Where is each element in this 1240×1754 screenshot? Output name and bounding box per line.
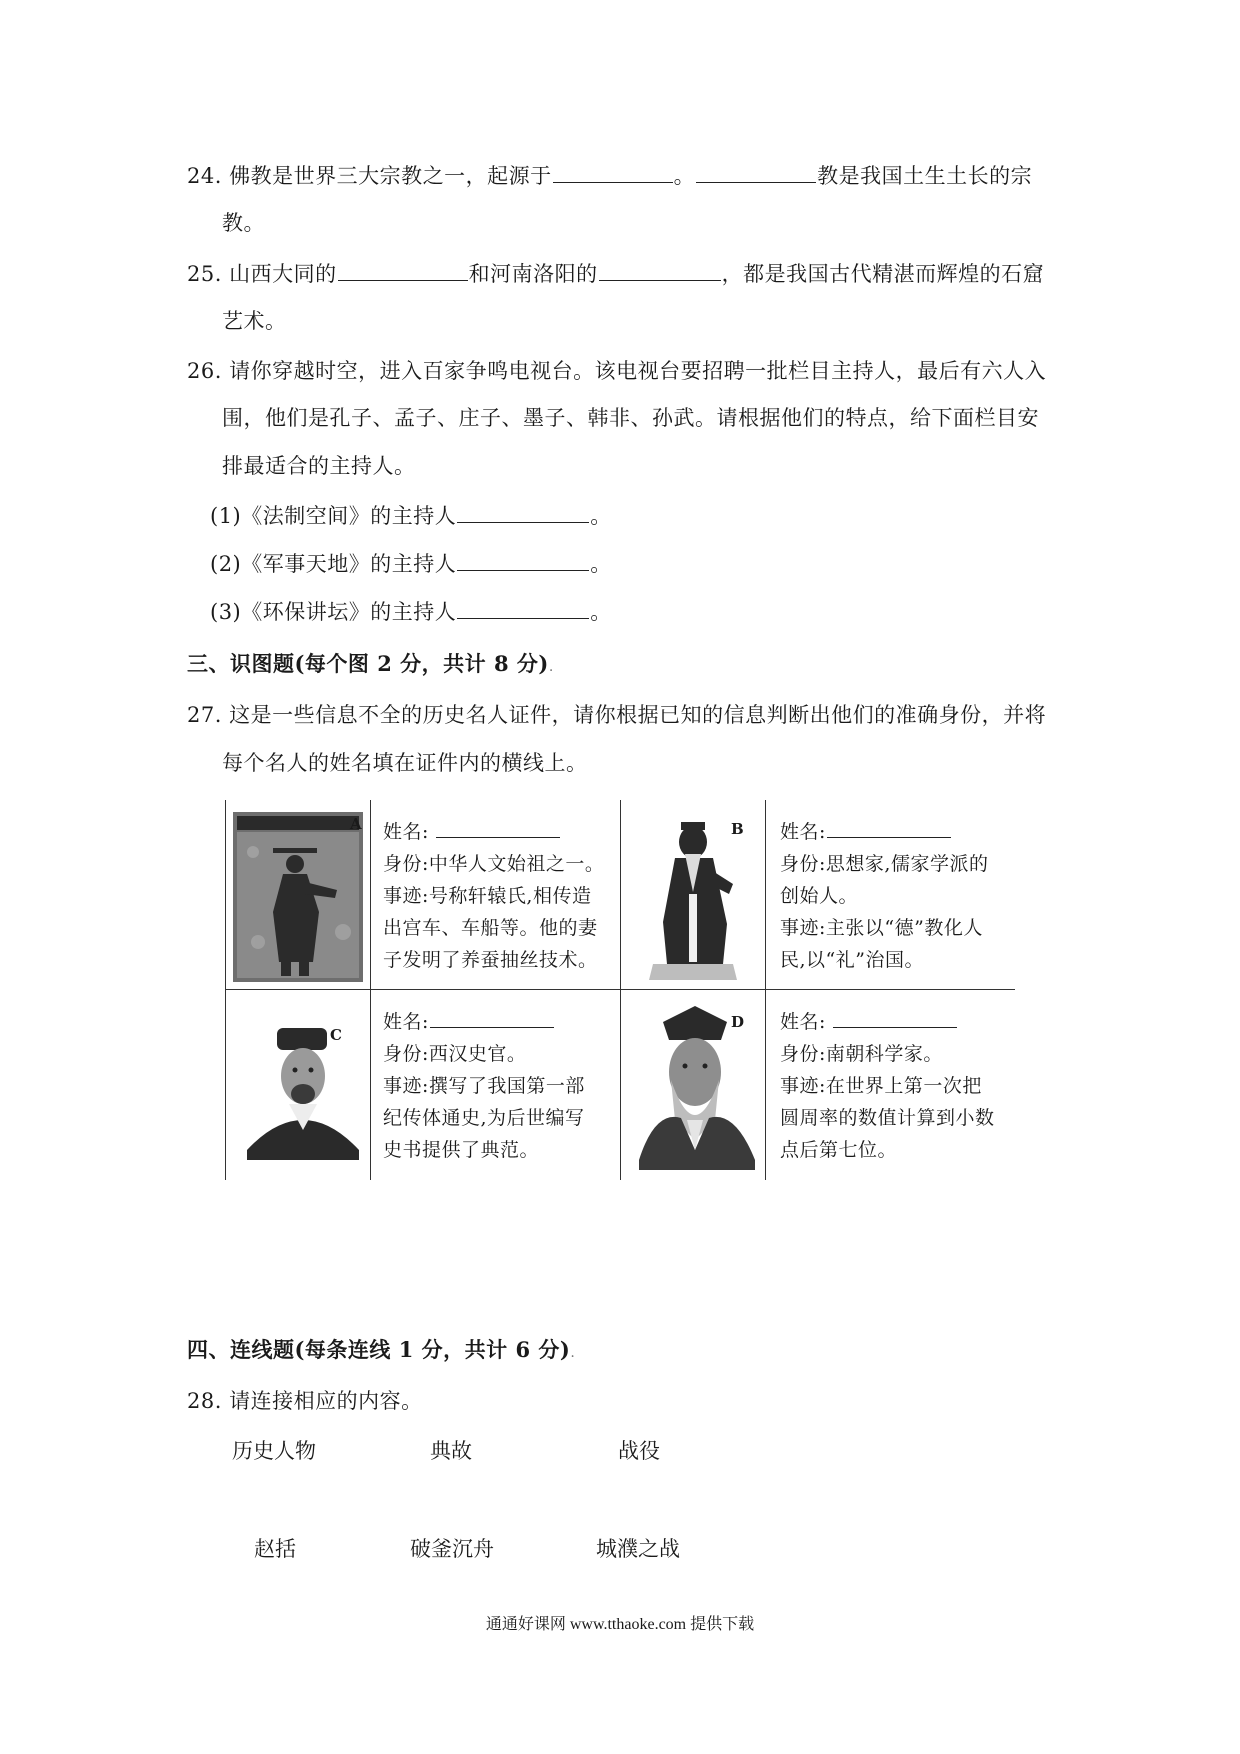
q26-item-3 <box>210 596 612 627</box>
card-d-info <box>780 1006 995 1166</box>
card-d-line-2: 事迹:在世界上第一次把 <box>780 1075 982 1097</box>
q24-text-b: 。 <box>673 164 696 188</box>
section-4-title: 四、连线题(每条连线 1 分，共计 6 分) <box>187 1337 571 1362</box>
q26-item-3-suffix: 。 <box>590 600 612 624</box>
section-4-tail: . <box>570 1345 576 1361</box>
q28-item-chengpu[interactable]: 城濮之战 <box>596 1537 680 1561</box>
q25-line1 <box>187 258 1044 289</box>
q25-text-b: 和河南洛阳的 <box>468 262 598 286</box>
q26-item-2 <box>210 548 612 579</box>
q28-header-battle: 战役 <box>618 1439 660 1463</box>
card-c-line-1: 身份:西汉史官。 <box>383 1043 527 1065</box>
card-b-name-label: 姓名: <box>780 821 826 843</box>
card-b-letter: B <box>731 820 744 838</box>
q24-text-c: 教是我国土生土长的宗 <box>817 164 1033 188</box>
q24-line1 <box>187 160 1032 191</box>
q26-item-1 <box>210 500 612 531</box>
card-a-line-1: 身份:中华人文始祖之一。 <box>383 853 605 875</box>
card-c-line-2: 事迹:撰写了我国第一部 <box>383 1075 585 1097</box>
card-a-line-4: 子发明了养蚕抽丝技术。 <box>383 949 598 971</box>
portrait-a-image <box>233 812 363 986</box>
card-a-name-blank[interactable] <box>436 819 560 838</box>
card-d-line-3: 圆周率的数值计算到小数 <box>780 1107 995 1129</box>
card-d-name-blank[interactable] <box>833 1009 957 1028</box>
q28-item-pofuchenzhou[interactable]: 破釜沉舟 <box>410 1537 494 1561</box>
q26-line1: 26. 请你穿越时空，进入百家争鸣电视台。该电视台要招聘一批栏目主持人，最后有六人入 <box>187 359 1047 383</box>
section-3-tail: . <box>548 659 554 675</box>
q26-item-2-label: (2)《军事天地》的主持人 <box>210 552 457 576</box>
q28-header-person: 历史人物 <box>232 1439 316 1463</box>
portrait-c-image <box>243 1020 363 1164</box>
card-b-line-1: 身份:思想家,儒家学派的 <box>780 853 989 875</box>
q24-blank-2[interactable] <box>696 160 816 183</box>
q26-line3: 排最适合的主持人。 <box>222 454 416 478</box>
card-c-name-label: 姓名: <box>383 1011 429 1033</box>
q24-blank-1[interactable] <box>553 160 673 183</box>
card-b-info <box>780 816 988 976</box>
card-b-name-blank[interactable] <box>827 819 951 838</box>
q26-item-3-label: (3)《环保讲坛》的主持人 <box>210 600 457 624</box>
q27-line1: 27. 这是一些信息不全的历史名人证件，请你根据已知的信息判断出他们的准确身份，并将 <box>187 703 1047 727</box>
card-b-line-2: 创始人。 <box>780 885 859 907</box>
card-d-name-label: 姓名: <box>780 1011 826 1033</box>
card-c-name-blank[interactable] <box>430 1009 554 1028</box>
footer-credit: 通通好课网 www.tthaoke.com 提供下载 <box>485 1616 755 1633</box>
section-4-heading <box>187 1335 575 1368</box>
q25-blank-1[interactable] <box>338 258 468 281</box>
card-a-line-2: 事迹:号称轩辕氏,相传造 <box>383 885 592 907</box>
card-d-line-1: 身份:南朝科学家。 <box>780 1043 943 1065</box>
card-b-line-4: 民,以“礼”治国。 <box>780 949 924 971</box>
q25-text-a: 25. 山西大同的 <box>187 262 337 286</box>
q26-item-3-blank[interactable] <box>457 596 589 619</box>
q27-line2: 每个名人的姓名填在证件内的横线上。 <box>222 751 588 775</box>
q26-item-1-label: (1)《法制空间》的主持人 <box>210 504 457 528</box>
card-a-name-label: 姓名: <box>383 821 429 843</box>
section-3-title: 三、识图题(每个图 2 分，共计 8 分) <box>187 651 549 676</box>
q25-blank-2[interactable] <box>599 258 721 281</box>
q25-line2: 艺术。 <box>222 309 287 333</box>
q24-line2: 教。 <box>222 211 265 235</box>
card-c-info <box>383 1006 585 1166</box>
card-d-letter: D <box>731 1013 745 1031</box>
card-a-info <box>383 816 604 976</box>
q24-text-a: 24. 佛教是世界三大宗教之一，起源于 <box>187 164 552 188</box>
card-a-line-3: 出宫车、车船等。他的妻 <box>383 917 598 939</box>
card-a-letter: A <box>350 815 362 833</box>
q28-header-allusion: 典故 <box>430 1439 472 1463</box>
q26-item-1-suffix: 。 <box>590 504 612 528</box>
q26-item-2-blank[interactable] <box>457 548 589 571</box>
portrait-b-image <box>633 814 758 988</box>
q26-item-2-suffix: 。 <box>590 552 612 576</box>
card-b-line-3: 事迹:主张以“德”教化人 <box>780 917 983 939</box>
figure-id-cards <box>225 800 1015 1180</box>
card-c-letter: C <box>330 1026 342 1044</box>
q25-text-c: ，都是我国古代精湛而辉煌的石窟 <box>721 262 1045 286</box>
card-c-line-3: 纪传体通史,为后世编写 <box>383 1107 585 1129</box>
q28-item-zhaokuo[interactable]: 赵括 <box>254 1537 296 1561</box>
q26-item-1-blank[interactable] <box>457 500 589 523</box>
q28-prompt: 28. 请连接相应的内容。 <box>187 1389 423 1413</box>
card-c-line-4: 史书提供了典范。 <box>383 1139 540 1161</box>
card-d-line-4: 点后第七位。 <box>780 1139 898 1161</box>
q26-line2: 围，他们是孔子、孟子、庄子、墨子、韩非、孙武。请根据他们的特点，给下面栏目安 <box>222 406 1039 430</box>
section-3-heading <box>187 649 554 682</box>
